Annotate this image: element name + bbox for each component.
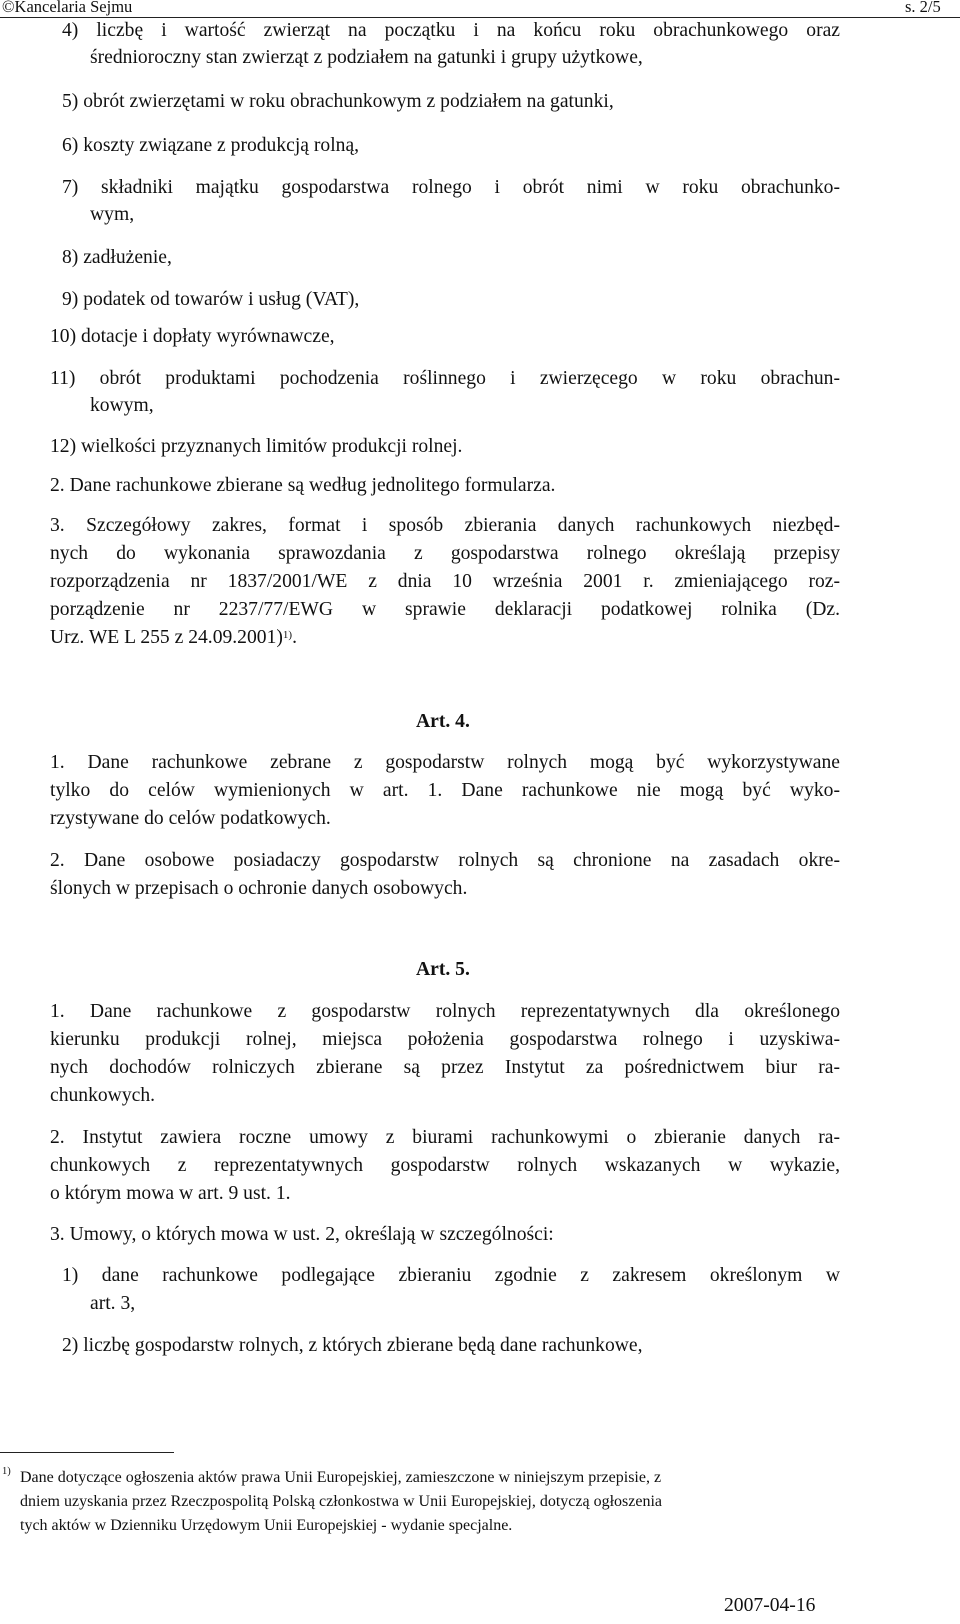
article-4-p1-line-3: rzystywane do celów podatkowych. xyxy=(50,808,331,829)
paragraph-3-line-5 xyxy=(50,625,297,650)
footnote-mark: 1) xyxy=(2,1466,11,1477)
item-4-line-1: 4) liczbę i wartość zwierząt na początku i na końcu roku obrachunkowego oraz xyxy=(62,20,840,41)
header-source: ©Kancelaria Sejmu xyxy=(2,0,133,16)
item-7-line-1: 7) składniki majątku gospodarstwa rolnego i obrót nimi w roku obrachunko- xyxy=(62,177,840,198)
footnote-line-3: tych aktów w Dzienniku Urzędowym Unii Europejskiej - wydanie specjalne. xyxy=(20,1517,513,1534)
paragraph-3-line-4: porządzenie nr 2237/77/EWG w sprawie deklaracji podatkowej rolnika (Dz. xyxy=(50,599,840,620)
item-11-line-2: kowym, xyxy=(90,395,154,416)
item-11-line-1: 11) obrót produktami pochodzenia roślinnego i zwierzęcego w roku obrachun- xyxy=(50,368,840,389)
article-5-p2-line-2: chunkowych z reprezentatywnych gospodarstw rolnych wskazanych w wykazie, xyxy=(50,1155,840,1176)
article-4-p2-line-2: ślonych w przepisach o ochronie danych osobowych. xyxy=(50,878,468,899)
item-4-line-2: średnioroczny stan zwierząt z podziałem na gatunki i grupy użytkowe, xyxy=(90,47,643,68)
footnote-reference: 1) xyxy=(282,629,293,641)
article-5-s2: 2) liczbę gospodarstw rolnych, z których zbierane będą dane rachunkowe, xyxy=(62,1335,643,1356)
item-8: 8) zadłużenie, xyxy=(62,247,172,268)
item-7-line-2: wym, xyxy=(90,204,135,225)
article-4-p2-line-1: 2. Dane osobowe posiadaczy gospodarstw rolnych są chronione na zasadach okre- xyxy=(50,850,840,871)
article-5-s1-line-1: 1) dane rachunkowe podlegające zbieraniu zgodnie z zakresem określonym w xyxy=(62,1265,840,1286)
article-5-p1-line-4: chunkowych. xyxy=(50,1085,156,1106)
paragraph-3-line-2: nych do wykonania sprawozdania z gospodarstwa rolnego określają przepisy xyxy=(50,543,840,564)
item-9: 9) podatek od towarów i usług (VAT), xyxy=(62,289,360,310)
paragraph-3-line-5-end: . xyxy=(292,627,297,648)
article-5-s1-line-2: art. 3, xyxy=(90,1293,136,1314)
footnote-line-1: Dane dotyczące ogłoszenia aktów prawa Unii Europejskiej, zamieszczone w niniejszym przepisie, z xyxy=(20,1469,662,1486)
paragraph-3-line-3: rozporządzenia nr 1837/2001/WE z dnia 10 września 2001 r. zmieniającego roz- xyxy=(50,571,840,592)
item-10: 10) dotacje i dopłaty wyrównawcze, xyxy=(50,326,335,347)
article-5-p2-line-1: 2. Instytut zawiera roczne umowy z biurami rachunkowymi o zbieranie danych ra- xyxy=(50,1127,840,1148)
item-6: 6) koszty związane z produkcją rolną, xyxy=(62,135,360,156)
article-5-p1-line-3: nych dochodów rolniczych zbierane są przez Instytut za pośrednictwem biur ra- xyxy=(50,1057,840,1078)
article-4-p1-line-1: 1. Dane rachunkowe zebrane z gospodarstw rolnych mogą być wykorzystywane xyxy=(50,752,840,773)
article-5-p1-line-1: 1. Dane rachunkowe z gospodarstw rolnych reprezentatywnych dla określonego xyxy=(50,1001,840,1022)
article-5-p1-line-2: kierunku produkcji rolnej, miejsca położenia gospodarstwa rolnego i uzyskiwa- xyxy=(50,1029,840,1050)
item-12: 12) wielkości przyznanych limitów produkcji rolnej. xyxy=(50,436,463,457)
article-5-heading: Art. 5. xyxy=(416,959,470,980)
item-5: 5) obrót zwierzętami w roku obrachunkowym z podziałem na gatunki, xyxy=(62,91,614,112)
article-5-p2-line-3: o którym mowa w art. 9 ust. 1. xyxy=(50,1183,291,1204)
footer-date: 2007-04-16 xyxy=(724,1595,816,1616)
article-5-p3: 3. Umowy, o których mowa w ust. 2, określają w szczególności: xyxy=(50,1224,554,1245)
paragraph-3-line-1: 3. Szczegółowy zakres, format i sposób zbierania danych rachunkowych niezbęd- xyxy=(50,515,840,536)
footnote-line-2: dniem uzyskania przez Rzeczpospolitą Polską członkostwa w Unii Europejskiej, dotyczą ogłoszenia xyxy=(20,1493,663,1510)
footnote-rule xyxy=(0,1452,174,1453)
article-4-heading: Art. 4. xyxy=(416,711,470,732)
paragraph-3-line-5-text: Urz. WE L 255 z 24.09.2001) xyxy=(50,627,283,648)
header-page-number: s. 2/5 xyxy=(905,0,941,16)
paragraph-2: 2. Dane rachunkowe zbierane są według jednolitego formularza. xyxy=(50,475,556,496)
article-4-p1-line-2: tylko do celów wymienionych w art. 1. Dane rachunkowe nie mogą być wyko- xyxy=(50,780,840,801)
